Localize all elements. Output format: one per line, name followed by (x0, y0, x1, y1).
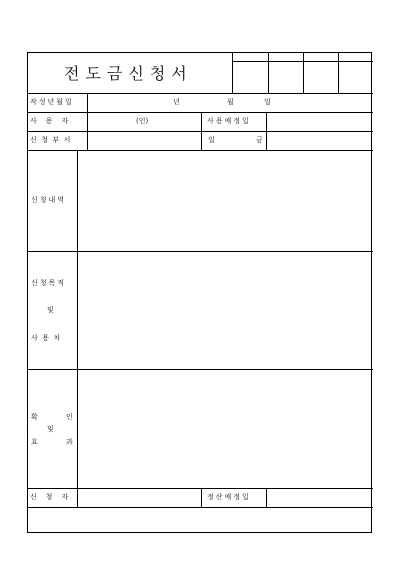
details-label: 신청내역 (31, 196, 67, 204)
applicant-label: 신 청 자 (30, 493, 69, 501)
purpose-label-2: 및 (47, 306, 54, 314)
form-document (27, 52, 372, 533)
mid-column-line (201, 112, 202, 150)
confirm-label-3b: 과 (66, 438, 73, 446)
row-divider (28, 369, 373, 370)
mid-column-line (266, 488, 267, 507)
row-divider (28, 507, 373, 508)
purpose-label-1: 신청목적 (31, 279, 67, 287)
date-label: 작성년월일 (30, 98, 74, 106)
user-label: 사 용 자 (30, 117, 69, 125)
amount-label-geum: 금 (256, 136, 263, 144)
amount-label-il: 일 (208, 136, 215, 144)
date-year: 년 (173, 98, 180, 106)
use-date-label: 사용예정일 (207, 117, 251, 125)
confirm-label-2: 및 (47, 425, 54, 433)
confirm-label-3a: 효 (31, 438, 38, 446)
date-day: 일 (264, 98, 271, 106)
confirm-label-1a: 확 (31, 413, 38, 421)
date-month: 월 (227, 98, 234, 106)
approval-box-divider (338, 53, 339, 93)
label-column-line (87, 93, 88, 150)
settlement-label: 정산예정일 (207, 493, 251, 501)
form-title: 전도금신청서 (64, 64, 193, 83)
user-seal: (인) (136, 117, 149, 125)
row-divider (28, 93, 373, 94)
row-divider (28, 150, 373, 151)
row-divider (28, 251, 373, 252)
approval-header-line (232, 61, 373, 62)
approval-box-divider (303, 53, 304, 93)
dept-label: 신 청 부 서 (30, 136, 71, 144)
approval-box-divider (268, 53, 269, 93)
purpose-label-3: 사 용 처 (31, 334, 61, 342)
approval-box-divider (232, 53, 233, 93)
mid-column-line (201, 488, 202, 507)
confirm-label-1b: 인 (66, 413, 73, 421)
mid-column-line (266, 112, 267, 150)
label-column-line (77, 150, 78, 507)
